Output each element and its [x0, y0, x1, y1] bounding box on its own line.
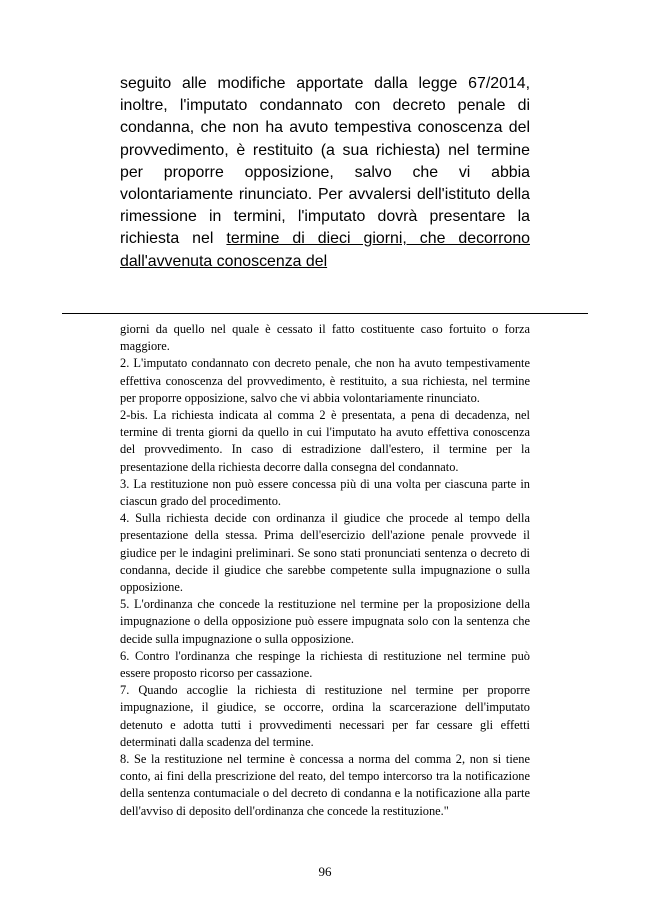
footnote-block [120, 321, 530, 820]
body-paragraph [120, 73, 530, 273]
footnote-paragraph: 2. L'imputato condannato con decreto penale, che non ha avuto tempestivamente effettiva conoscenza del provvedimento, è restituito, a sua richiesta, nel termine per proporre opposizione, salvo che vi abbia volontariamente rinunciato. [120, 356, 530, 405]
footnote-paragraph: 3. La restituzione non può essere concessa più di una volta per ciascuna parte in ciascun grado del procedimento. [120, 476, 530, 509]
footnote-paragraph: 6. Contro l'ordinanza che respinge la richiesta di restituzione nel termine può essere proposto ricorso per cassazione. [120, 648, 530, 681]
footnote-paragraph: 8. Se la restituzione nel termine è concessa a norma del comma 2, non si tiene conto, ai fini della prescrizione del reato, del tempo intercorso tra la notificazione della sentenza contumaciale o del decreto di condanna e la notificazione alla parte dell'avviso di deposito dell'ordinanza che concede la restituzione." [120, 752, 530, 818]
page-number: 96 [318, 864, 332, 879]
footnote-paragraph: 7. Quando accoglie la richiesta di restituzione nel termine per proporre impugnazione, il giudice, se occorre, ordina la scarcerazione dell'imputato detenuto e adotta tutti i provvedimenti necessari per far cessare gli effetti determinati dalla scadenza del termine. [120, 683, 530, 749]
body-text: seguito alle modifiche apportate dalla legge 67/2014, inoltre, l'imputato condannato con decreto penale di condanna, che non ha avuto tempestiva conoscenza del provvedimento, è restituito (a sua richiesta) nel termine per proporre opposizione, salvo che vi abbia volontariamente rinunciato. Per avvalersi dell'istituto della rimessione in termini, l'imputato dovrà presentare la richiesta nel [120, 75, 530, 248]
footnote-paragraph: 4. Sulla richiesta decide con ordinanza il giudice che procede al tempo della presentazione della stessa. Prima dell'esercizio dell'azione penale provvede il giudice per le indagini preliminari. Se sono stati pronunciati sentenza o decreto di condanna, decide il giudice che sarebbe competente sulla impugnazione o sulla opposizione. [120, 511, 530, 595]
footnote-paragraph: giorni da quello nel quale è cessato il fatto costituente caso fortuito o forza maggiore. [120, 322, 530, 354]
footnote-separator [62, 313, 588, 314]
underlined-text: termine di dieci giorni, che decorrono dall'avvenuta conoscenza del [120, 230, 530, 270]
footnote-paragraph: 5. L'ordinanza che concede la restituzione nel termine per la proposizione della impugnazione o della opposizione può essere impugnata solo con la sentenza che decide sulla impugnazione o sulla opposizione. [120, 597, 530, 646]
footnote-paragraph: 2-bis. La richiesta indicata al comma 2 è presentata, a pena di decadenza, nel termine di trenta giorni da quello in cui l'imputato ha avuto effettiva conoscenza del provvedimento. In caso di estradizione dall'estero, il termine per la presentazione della richiesta decorre dalla consegna del condannato. [120, 408, 530, 474]
